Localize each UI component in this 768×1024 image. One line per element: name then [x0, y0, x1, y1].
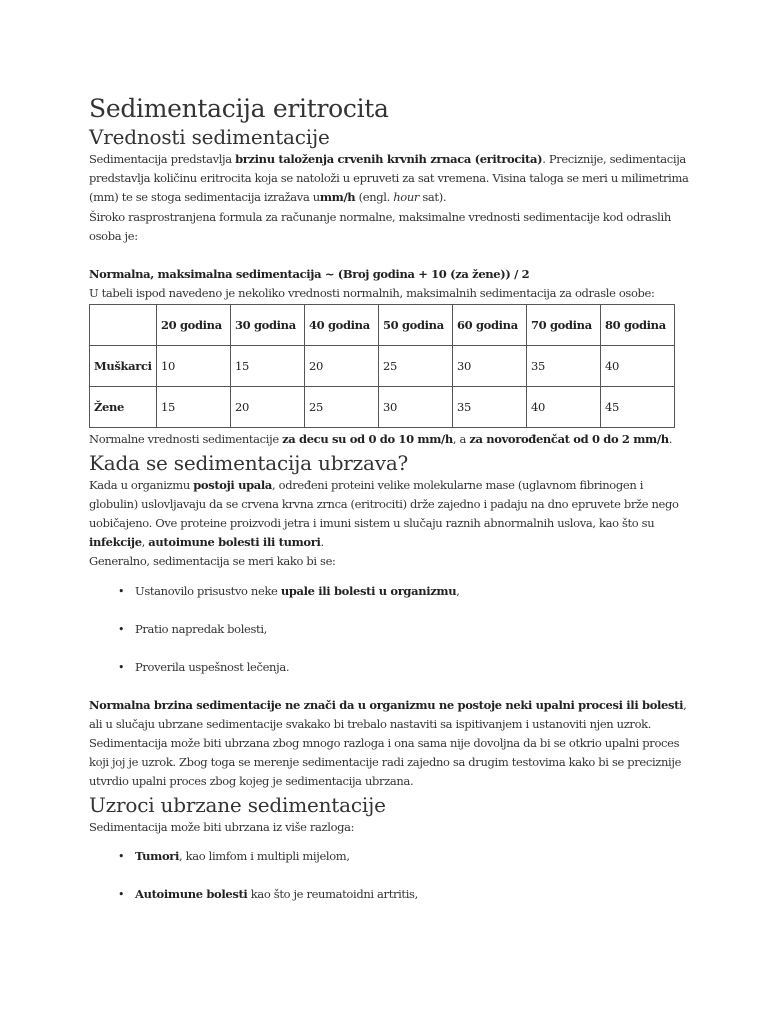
table-cell: 45 [601, 387, 675, 428]
paragraph-formula-intro: Široko rasprostranjena formula za računanje normalne, maksimalne vrednosti sedimentacije kod odraslih osoba je: [89, 209, 671, 243]
causes-list [89, 847, 689, 904]
text-run: Sedimentacija predstavlja [89, 152, 236, 166]
text-run: . [320, 535, 324, 550]
text-run: (engl. [355, 190, 394, 205]
table-cell: 15 [157, 387, 231, 428]
table-row [90, 387, 675, 428]
table-header-row [90, 305, 675, 346]
bold-run: za novorođenčat od 0 do 2 mm/h [469, 432, 669, 447]
paragraph-normal-values [89, 430, 689, 449]
text-run: . [668, 432, 673, 447]
table-header-cell: 50 godina [379, 305, 453, 346]
bold-run: mm/h [319, 190, 356, 205]
text-run: Normalne vrednosti sedimentacije [89, 432, 283, 447]
text-run: , [456, 583, 460, 598]
table-header-cell: 70 godina [527, 305, 601, 346]
section-heading-when: Kada se sedimentacija ubrzava? [89, 450, 409, 475]
table-header-cell: 30 godina [231, 305, 305, 346]
page-title: Sedimentacija eritrocita [89, 94, 389, 123]
table-cell: 35 [527, 346, 601, 387]
table-cell: 30 [453, 346, 527, 387]
list-item [135, 658, 689, 677]
list-item [135, 620, 689, 639]
table-cell: 25 [305, 387, 379, 428]
text-run: . Preciznije, sedimentacija predstavlja količinu eritrocita koja se natoloži u epruveti za sat vremena. Visina taloga se meri u milimetrima (mm) te se stoga sedimentacija izražava u [89, 152, 689, 205]
table-cell: 30 [379, 387, 453, 428]
table-header-cell: 60 godina [453, 305, 527, 346]
section-heading-causes: Uzroci ubrzane sedimentacije [89, 792, 386, 817]
text-run: kao što je reumatoidni artritis, [247, 886, 418, 901]
italic-run: hour [393, 190, 420, 205]
paragraph-measure-intro: Generalno, sedimentacija se meri kako bi se: [89, 554, 336, 569]
table-row-label: Žene [90, 387, 157, 428]
table-cell: 10 [157, 346, 231, 387]
text-run: , [141, 535, 149, 550]
text-run: Ustanovilo prisustvo neke [135, 583, 281, 598]
table-header-cell [90, 305, 157, 346]
paragraph-definition [89, 150, 689, 208]
spacer [89, 572, 689, 582]
table-header-cell: 20 godina [157, 305, 231, 346]
text-run: , kao limfom i multipli mijelom, [179, 848, 350, 863]
paragraph-inflammation [89, 476, 689, 553]
list-item [135, 847, 689, 866]
bold-run: infekcije [89, 535, 142, 550]
table-header-cell: 80 godina [601, 305, 675, 346]
table-cell: 15 [231, 346, 305, 387]
table-cell: 25 [379, 346, 453, 387]
text-run: , ali u slučaju ubrzane sedimentacije svakako bi trebalo nastaviti sa ispitivanjem i ustanoviti njen uzrok. Sedimentacija može biti ubrzana zbog mnogo razloga i ona sama nije dovoljna da bi se otkrio upalni proces koji joj je uzrok. Zbog toga se merenje sedimentacije radi zajedno sa drugim testovima kako bi se preciznije utvrdio upalni proces zbog kojeg je sedimentacija ubrzana. [89, 697, 687, 789]
document-content [89, 94, 689, 923]
table-cell: 40 [527, 387, 601, 428]
list-item [135, 582, 689, 601]
bold-run: postoji upala [193, 477, 273, 492]
bold-run: za decu su od 0 do 10 mm/h [282, 432, 453, 447]
bold-run: Tumori [135, 848, 180, 863]
text-run: , a [452, 432, 470, 447]
bold-run: Normalna, maksimalna sedimentacija ~ (Broj godina + 10 (za žene)) / 2 [89, 267, 530, 282]
bold-run: brzinu taloženja crvenih krvnih zrnaca (eritrocita) [235, 152, 543, 166]
spacer [89, 837, 689, 847]
list-item [135, 885, 689, 904]
bold-run: autoimune bolesti ili tumori [148, 535, 321, 550]
section-heading-values: Vrednosti sedimentacije [89, 125, 330, 149]
table-header-cell: 40 godina [305, 305, 379, 346]
text-run: Pratio napredak bolesti, [135, 621, 267, 636]
text-run: Kada u organizmu [89, 477, 194, 492]
bold-run: Autoimune bolesti [135, 886, 248, 901]
table-cell: 40 [601, 346, 675, 387]
spacer [89, 246, 689, 265]
table-cell: 20 [231, 387, 305, 428]
formula [89, 265, 689, 284]
text-run: sat). [419, 190, 447, 205]
bold-run: Normalna brzina sedimentacije ne znači da u organizmu ne postoje neki upalni procesi ili bolesti [89, 697, 684, 712]
text-run: , određeni proteini velike molekularne mase (uglavnom fibrinogen i globulin) uslovljavaju da se crvena krvna zrnca (eritrociti) drže zajedno i padaju na dno epruvete brže nego uobičajeno. Ove proteine proizvodi jetra i imuni sistem u slučaju raznih abnormalnih uslova, kao što su [89, 477, 679, 531]
paragraph-causes-intro: Sedimentacija može biti ubrzana iz više razloga: [89, 819, 355, 834]
table-row [90, 346, 675, 387]
paragraph-normal-speed [89, 696, 689, 792]
sedimentation-table [89, 304, 675, 428]
bold-run: upale ili bolesti u organizmu [280, 583, 457, 598]
paragraph-table-intro: U tabeli ispod navedeno je nekoliko vrednosti normalnih, maksimalnih sedimentacija za odrasle osobe: [89, 286, 655, 301]
table-row-label: Muškarci [90, 346, 157, 387]
text-run: Proverila uspešnost lečenja. [135, 659, 290, 674]
table-cell: 35 [453, 387, 527, 428]
table-cell: 20 [305, 346, 379, 387]
measure-list [89, 582, 689, 677]
